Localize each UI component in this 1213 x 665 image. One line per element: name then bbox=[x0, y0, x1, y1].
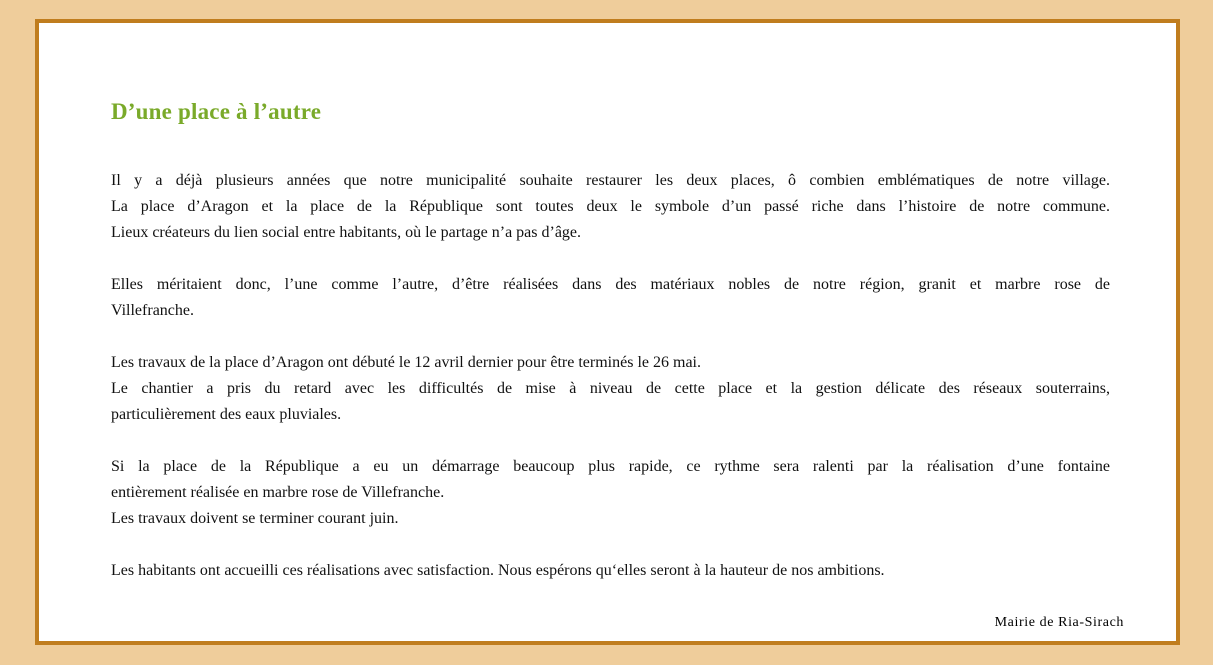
text-line: Si la place de la République a eu un démarrage beaucoup plus rapide, ce rythme sera ralenti par la réalisation d’une fontaine bbox=[111, 458, 1110, 475]
text-line: Les habitants ont accueilli ces réalisations avec satisfaction. Nous espérons qu‘elles seront à la hauteur de nos ambitions. bbox=[111, 562, 885, 579]
paragraph-intro bbox=[111, 168, 1110, 246]
paragraph-republique-works bbox=[111, 454, 1110, 532]
paragraph-conclusion bbox=[111, 558, 1110, 584]
article-title: D’une place à l’autre bbox=[111, 99, 322, 124]
paragraph-materials bbox=[111, 272, 1110, 324]
text-line: entièrement réalisée en marbre rose de Villefranche. bbox=[111, 484, 445, 501]
article-frame bbox=[35, 19, 1180, 645]
text-line: particulièrement des eaux pluviales. bbox=[111, 406, 342, 423]
text-line: Les travaux doivent se terminer courant juin. bbox=[111, 510, 399, 527]
text-line: Lieux créateurs du lien social entre habitants, où le partage n’a pas d’âge. bbox=[111, 224, 582, 241]
text-line: Elles méritaient donc, l’une comme l’autre, d’être réalisées dans des matériaux nobles de notre région, granit et marbre rose de bbox=[111, 276, 1110, 293]
text-line: Le chantier a pris du retard avec les difficultés de mise à niveau de cette place et la gestion délicate des réseaux souterrains, bbox=[111, 380, 1110, 397]
text-line: Villefranche. bbox=[111, 302, 194, 319]
text-line: Les travaux de la place d’Aragon ont débuté le 12 avril dernier pour être terminés le 26 mai. bbox=[111, 354, 701, 371]
signature: Mairie de Ria-Sirach bbox=[994, 615, 1124, 630]
article-body bbox=[111, 168, 1110, 610]
text-line: Il y a déjà plusieurs années que notre municipalité souhaite restaurer les deux places, ô combien emblématiques de notre village. bbox=[111, 172, 1110, 189]
text-line: La place d’Aragon et la place de la République sont toutes deux le symbole d’un passé riche dans l’histoire de notre commune. bbox=[111, 198, 1110, 215]
paragraph-aragon-works bbox=[111, 350, 1110, 428]
